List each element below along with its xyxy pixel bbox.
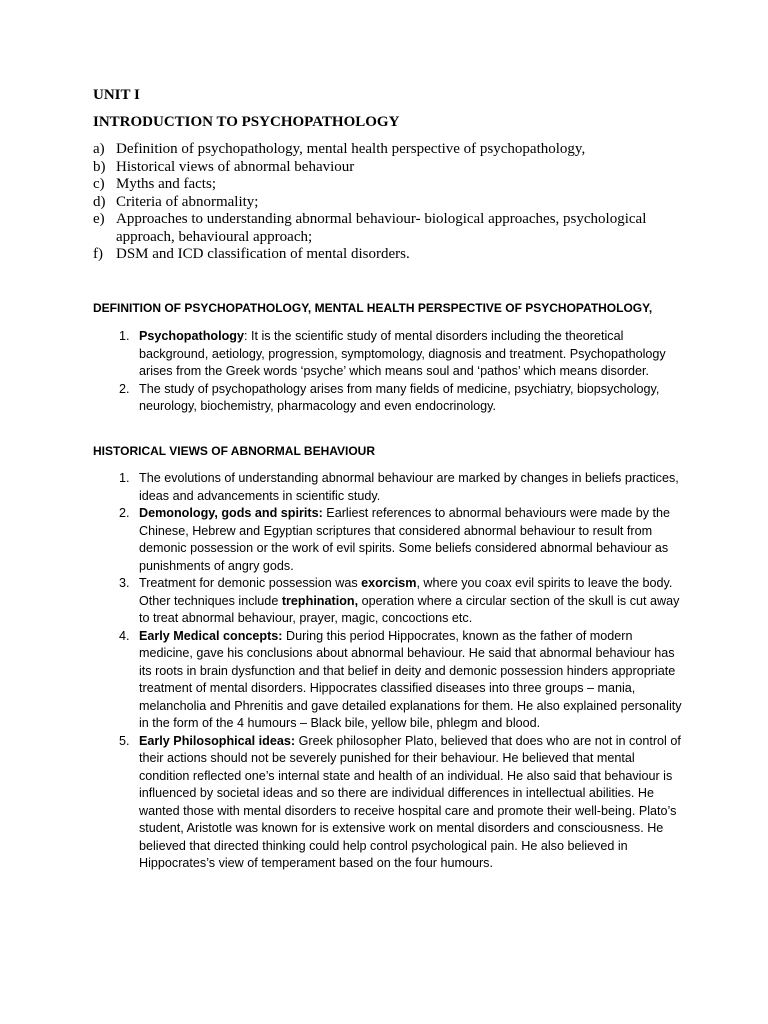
list-item [93, 470, 683, 505]
unit-label: UNIT I [93, 87, 140, 103]
item-text: Treatment for demonic possession was [139, 576, 362, 590]
item-text: Earliest references to abnormal behaviours were made by the Chinese, Hebrew and Egyptian scriptures that considered abnormal behaviour to result from demonic possession or the work of evil spirits. Some beliefs considered abnormal behaviour as punishments of angry gods. [139, 506, 671, 573]
topic-marker: c) [93, 176, 105, 192]
topic-text: Criteria of abnormality; [116, 193, 259, 210]
item-term: exorcism [361, 576, 417, 590]
definition-list [93, 328, 683, 416]
item-text: : It is the scientific study of mental disorders including the theoretical background, aetiology, progression, symptomology, diagnosis and treatment. Psychopathology arises from the Greek words ‘psyche’ which means soul and ‘pathos’ which means disorder. [139, 329, 666, 378]
item-text: The study of psychopathology arises from many fields of medicine, psychiatry, biopsychology, neurology, biochemistry, pharmacology and even endocrinology. [139, 381, 660, 413]
section-heading-definition: DEFINITION OF PSYCHOPATHOLOGY, MENTAL HEALTH PERSPECTIVE OF PSYCHOPATHOLOGY, [93, 301, 653, 315]
topic-item [93, 194, 673, 212]
topic-text: DSM and ICD classification of mental disorders. [116, 246, 410, 262]
item-text: operation where a circular section of the skull is cut away to treat abnormal behaviour, prayer, magic, concoctions etc. [139, 593, 680, 625]
item-number: 2. [119, 506, 130, 520]
list-item [93, 381, 683, 416]
item-text: The evolutions of understanding abnormal behaviour are marked by changes in beliefs practices, ideas and advancements in scientific study. [139, 471, 679, 503]
historical-list [93, 470, 683, 873]
topic-text: Definition of psychopathology, mental health perspective of psychopathology, [116, 141, 586, 157]
item-term: Early Philosophical ideas: [139, 733, 296, 748]
topic-marker: a) [93, 141, 105, 157]
item-text: Greek philosopher Plato, believed that does who are not in control of their actions should not be severely punished for their behaviour. He believed that mental condition reflected one’s internal state and health of an individual. He also said that behaviour is influenced by societal ideas and so there are individual differences in intellectual abilities. He wanted those with mental disorders to receive hospital care and promote their well-being. Plato’s student, Aristotle was known for is extensive work on mental disorders and consciousness. He believed that directed thinking could help control psychological pain. He also believed in Hippocrates’s view of temperament based on the four humours. [139, 733, 681, 870]
item-text: , where you coax evil spirits to leave the body. Other techniques include [139, 576, 673, 608]
topic-marker: f) [93, 246, 103, 262]
topic-list [93, 141, 673, 264]
item-text: During this period Hippocrates, known as the father of modern medicine, gave his conclusions about abnormal behaviour. He said that abnormal behaviour has its roots in brain dysfunction and that belief in deity and demonic possession hinders appropriate treatment of mental disorders. Hippocrates classified diseases into three groups – mania, melancholia and Phrenitis and gave detailed explanations for them. He also explained personality in the form of the 4 humours – Black bile, yellow bile, phlegm and blood. [139, 628, 682, 730]
item-term: Psychopathology [139, 329, 244, 343]
topic-text: Myths and facts; [116, 176, 216, 192]
section-heading-historical: HISTORICAL VIEWS OF ABNORMAL BEHAVIOUR [93, 444, 376, 458]
topic-item [93, 141, 673, 159]
list-item [93, 575, 683, 628]
topic-text: Approaches to understanding abnormal behaviour- biological approaches, psychological approach, behavioural approach; [116, 211, 647, 245]
item-number: 1. [119, 471, 130, 485]
item-number: 2. [119, 381, 130, 396]
item-number: 3. [119, 576, 130, 590]
topic-item [93, 176, 673, 194]
list-item [93, 733, 683, 873]
item-term: Demonology, gods and spirits: [139, 506, 323, 520]
item-term: trephination, [281, 593, 359, 608]
list-item [93, 505, 683, 575]
item-number: 1. [119, 329, 130, 343]
item-term: Early Medical concepts: [139, 628, 283, 643]
list-item [93, 628, 683, 733]
unit-title: INTRODUCTION TO PSYCHOPATHOLOGY [93, 114, 400, 130]
topic-item [93, 211, 673, 246]
item-number: 5. [119, 733, 130, 748]
topic-marker: b) [93, 158, 106, 175]
topic-text: Historical views of abnormal behaviour [116, 158, 355, 175]
topic-item [93, 246, 673, 264]
topic-marker: e) [93, 211, 105, 227]
item-number: 4. [119, 628, 130, 643]
topic-item [93, 159, 673, 177]
topic-marker: d) [93, 193, 106, 210]
list-item [93, 328, 683, 381]
